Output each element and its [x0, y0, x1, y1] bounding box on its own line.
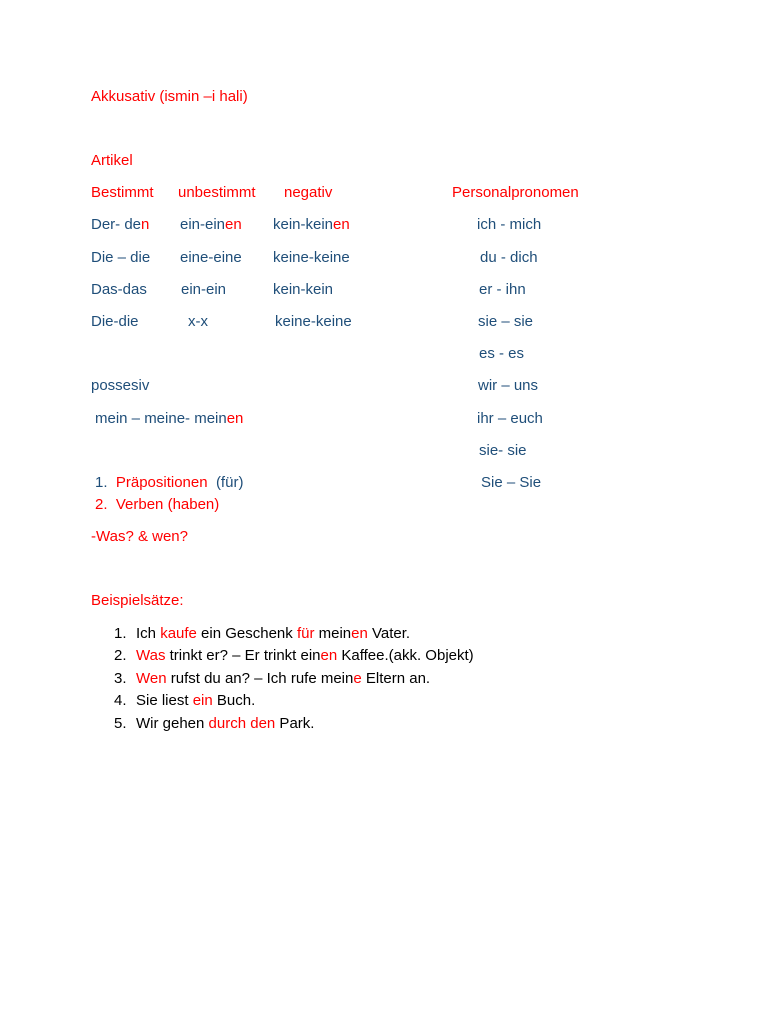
article-negativ-2: keine-keine — [273, 249, 350, 266]
artikel-heading: Artikel — [91, 152, 133, 169]
pronoun-item: er - ihn — [479, 281, 526, 298]
example-sentence — [114, 648, 474, 663]
pronoun-item: du - dich — [480, 249, 538, 266]
highlighted-word: ein — [192, 692, 213, 709]
sentence-text: Park. — [275, 715, 315, 732]
highlighted-word: en — [351, 625, 368, 642]
sentence-text: ein Geschenk — [196, 625, 297, 642]
example-number: 1. — [114, 625, 127, 642]
pronoun-item: sie- sie — [479, 442, 527, 459]
example-sentence — [114, 671, 430, 686]
pronoun-item: wir – uns — [478, 377, 539, 394]
article-unbestimmt-3: ein-ein — [181, 281, 227, 298]
highlighted-word: Was — [136, 647, 166, 664]
sentence-text: Ich — [136, 625, 161, 642]
sentence-text: trinkt er? – Er trinkt ein — [165, 647, 321, 664]
article-bestimmt-1: Der- den — [91, 216, 150, 233]
sentence-text: rufst du an? – Ich rufe mein — [166, 670, 354, 687]
example-number: 3. — [114, 670, 127, 687]
article-unbestimmt-2: eine-eine — [180, 249, 242, 266]
pronoun-item: Sie – Sie — [481, 474, 542, 491]
possesiv-label: possesiv — [91, 377, 150, 394]
pronoun-item: ihr – euch — [477, 410, 543, 427]
header-negativ: negativ — [284, 184, 333, 201]
sentence-text: mein — [314, 625, 352, 642]
pronoun-item: es - es — [479, 345, 525, 362]
article-negativ-4: keine-keine — [275, 313, 352, 330]
trigger-item-2: 2. Verben (haben) — [95, 496, 220, 513]
example-number: 2. — [114, 647, 127, 664]
possesiv-forms: mein – meine- meinen — [95, 410, 244, 427]
highlighted-word: kaufe — [160, 625, 197, 642]
example-sentence — [114, 716, 314, 731]
highlighted-word: Wen — [136, 670, 167, 687]
article-bestimmt-3: Das-das — [91, 281, 147, 298]
header-unbestimmt: unbestimmt — [178, 184, 256, 201]
example-number: 5. — [114, 715, 127, 732]
article-unbestimmt-1: ein-einen — [180, 216, 242, 233]
highlighted-word: durch den — [208, 715, 276, 732]
trigger-item-1: 1. Präpositionen (für) — [95, 474, 244, 491]
sentence-text: Eltern an. — [361, 670, 431, 687]
pronoun-item: ich - mich — [477, 216, 542, 233]
article-negativ-1: kein-keinen — [273, 216, 350, 233]
examples-heading: Beispielsätze: — [91, 592, 184, 609]
page-title: Akkusativ (ismin –i hali) — [91, 88, 248, 105]
example-sentence — [114, 693, 255, 708]
sentence-text: Vater. — [367, 625, 411, 642]
header-bestimmt: Bestimmt — [91, 184, 154, 201]
article-unbestimmt-4: x-x — [188, 313, 208, 330]
example-number: 4. — [114, 692, 127, 709]
sentence-text: Kaffee.(akk. Objekt) — [337, 647, 474, 664]
highlighted-word: en — [320, 647, 338, 664]
example-sentence — [114, 626, 410, 641]
sentence-text: Buch. — [212, 692, 256, 709]
header-personalpronomen: Personalpronomen — [452, 184, 579, 201]
pronoun-item: sie – sie — [478, 313, 534, 330]
highlighted-word: e — [353, 670, 362, 687]
article-bestimmt-2: Die – die — [91, 249, 151, 266]
sentence-text: Sie liest — [136, 692, 193, 709]
article-negativ-3: kein-kein — [273, 281, 334, 298]
highlighted-word: für — [296, 625, 315, 642]
questions-line: -Was? & wen? — [91, 528, 188, 545]
article-bestimmt-4: Die-die — [91, 313, 139, 330]
sentence-text: Wir gehen — [136, 715, 209, 732]
